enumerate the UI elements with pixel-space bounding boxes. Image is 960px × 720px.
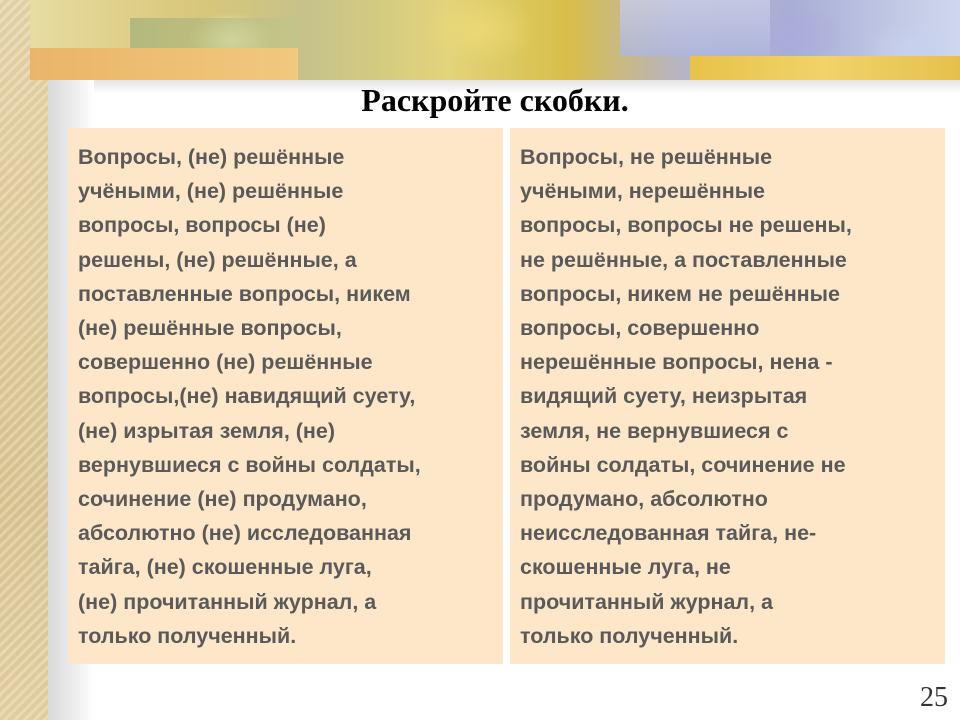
task-line: вопросы,(не) навидящий суету, xyxy=(78,384,416,409)
answer-line: вопросы, никем не решённые xyxy=(520,281,840,306)
answer-line: учёными, нерешённые xyxy=(520,179,766,204)
task-line: (не) изрытая земля, (не) xyxy=(78,418,336,443)
decorative-banner-orange-block xyxy=(30,48,298,80)
answer-line: вопросы, совершенно xyxy=(520,316,760,341)
decorative-banner-green-block xyxy=(130,18,300,48)
answer-line: неисследованная тайга, не- xyxy=(520,521,817,546)
task-line: сочинение (не) продумано, xyxy=(78,487,367,512)
task-line: поставленные вопросы, никем xyxy=(78,281,411,306)
answer-line: скошенные луга, не xyxy=(520,555,731,580)
answer-line: вопросы, вопросы не решены, xyxy=(520,213,852,238)
answer-line: прочитанный журнал, а xyxy=(520,589,773,614)
task-line: вопросы, вопросы (не) xyxy=(78,213,326,238)
task-line: Вопросы, (не) решённые xyxy=(78,145,345,169)
task-line: тайга, (не) скошенные луга, xyxy=(78,555,372,580)
slide-title: Раскройте скобки. xyxy=(361,82,629,118)
answer-line: войны солдаты, сочинение не xyxy=(520,452,846,477)
answer-line: нерешённые вопросы, нена - xyxy=(520,350,833,375)
answer-line: видящий суету, неизрытая xyxy=(520,384,808,409)
page-number: 25 xyxy=(920,682,948,713)
answer-line: продумано, абсолютно xyxy=(520,487,768,512)
task-line: вернувшиеся с войны солдаты, xyxy=(78,452,421,477)
answer-line: не решённые, а поставленные xyxy=(520,247,847,272)
answer-line: только полученный. xyxy=(520,623,739,648)
answer-line: Вопросы, не решённые xyxy=(520,145,773,169)
task-text-panel xyxy=(68,128,503,664)
task-line: совершенно (не) решённые xyxy=(78,350,373,375)
decorative-banner-blue-block xyxy=(620,0,770,56)
decorative-banner-gold-band xyxy=(690,56,960,80)
task-line: абсолютно (не) исследованная xyxy=(78,521,412,546)
answer-text-panel xyxy=(510,128,945,664)
task-line: только полученный. xyxy=(78,623,297,648)
task-line: (не) прочитанный журнал, а xyxy=(78,589,377,614)
answer-line: земля, не вернувшиеся с xyxy=(520,418,789,443)
task-line: учёными, (не) решённые xyxy=(78,179,344,204)
task-line: решены, (не) решённые, а xyxy=(78,247,357,272)
task-line: (не) решённые вопросы, xyxy=(78,316,342,341)
